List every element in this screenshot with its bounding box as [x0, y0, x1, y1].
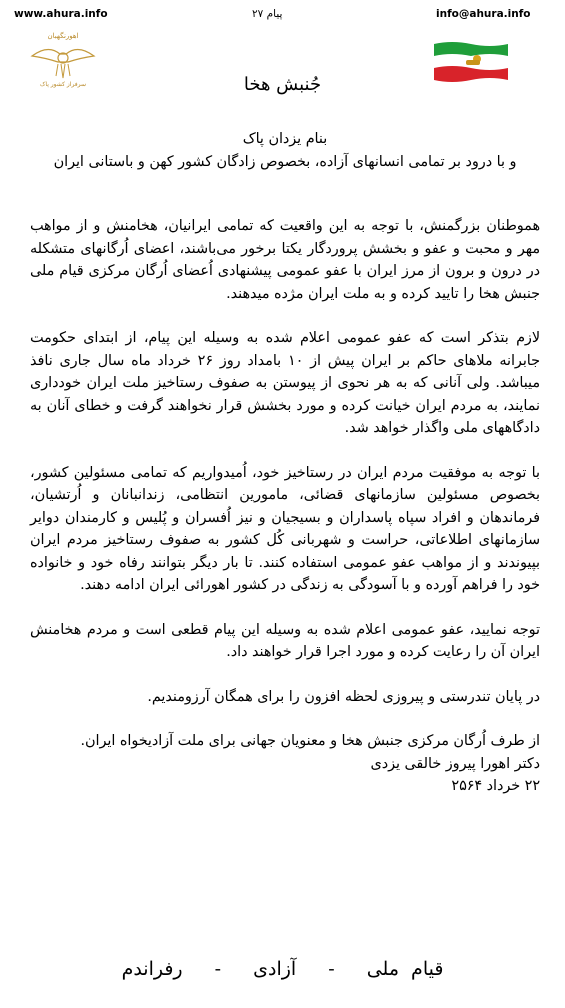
paragraph-4: توجه نمایید، عفو عمومی اعلام شده به وسیله این پیام قطعی است و مردم هخامنش ایران آن را رعایت کرده و مورد اجرا قرار خواهند داد.: [30, 621, 540, 660]
signature-date: ۲۲ خرداد ۲۵۶۴: [451, 778, 540, 794]
closing-line: از طرف اُرگان مرکزی جنبش هخا و معنویان جهانی برای ملت آزادیخواه ایران.: [80, 733, 540, 749]
emblem-lettering: اهورنگهبان: [47, 32, 79, 40]
page-title: جُنبش هخا: [243, 74, 322, 95]
paragraph-5: در پایان تندرستی و پیروزی لحظه افزون را برای همگان آرزومندیم.: [147, 688, 540, 705]
slogan-referendum: رفراندم: [121, 958, 183, 980]
email-address[interactable]: info@ahura.info: [436, 8, 531, 20]
signer-name: دکتر اهورا پیروز خالقی یزدی: [370, 755, 540, 772]
slogan-separator: -: [328, 958, 335, 980]
salutation-line-2: و با درود بر تمامی انسانهای آزاده، بخصوص زادگان کشور کهن و باستانی ایران: [53, 153, 517, 170]
top-bar: [0, 8, 565, 24]
paragraph-2: لازم بتذکر است که عفو عمومی اعلام شده به وسیله این پیام، از ابتدای حکومت جابرانه ملاهای حاکم بر ایران پیش از ۱۰ بامداد روز ۲۶ خرداد ماه سال جاری نافذ میباشد. ولی آنانی که به هر نحوی از پیوستن به صفوف رستاخیز ملت ایران خودداری نمایند، به مردم ایران خیانت کرده و مورد بخشش قرار نخواهند گرفت و خطای آنان به دادگاههای ملی واگذار خواهد شد.: [30, 330, 540, 436]
svg-text:سرفراز کشور پاک: سرفراز کشور پاک: [40, 81, 86, 88]
paragraph-3: با توجه به موفقیت مردم ایران در رستاخیز خود، اُمیدواریم که تمامی مسئولین کشور، بخصوص مسئولین سازمانهای قضائی، مامورین انتظامی، زندانبانان و اُرتشیان، فرماندهان و افراد سپاه پاسداران و بسیجیان و نیز اُفسران و پُلیس و کارمندان دوایر سازمانهای اطلاعاتی، حراست و شهربانی کُل کشور به صفوف رستاخیز مردم ایران بپیوندند و از مواهب عفو عمومی استفاده کنند. تا بار دیگر بتوانند رفاه خود و خانواده خود را فراهم آورده و با آسودگی به زندگی در کشور اهورائی ایران ادامه دهند.: [30, 464, 540, 593]
salutation-line-1: بنام یزدان پاک: [242, 131, 328, 147]
slogan-freedom: آزادی: [253, 958, 297, 980]
paragraph-1: هموطنان بزرگمنش، با توجه به این واقعیت که تمامی ایرانیان، هخامنش و از مواهب مهر و محبت و عفو و بخشش پروردگار یکتا برخور می‌باشند، اعضای اُرگانهای متشکله در درون و برون از مرز ایران با عفو عمومی پیشنهادی اُعضای اُرگان مرکزی قیام ملی جنبش هخا را تایید کرده و به ملت ایران مژده میدهند.: [30, 218, 540, 302]
slogan-national-uprising: قیام ملی: [366, 958, 444, 980]
slogan-separator: -: [214, 958, 222, 980]
message-body: [30, 128, 540, 798]
site-url[interactable]: www.ahura.info: [14, 8, 108, 20]
message-number: پیام ۲۷: [252, 8, 283, 20]
slogans: [0, 958, 565, 980]
